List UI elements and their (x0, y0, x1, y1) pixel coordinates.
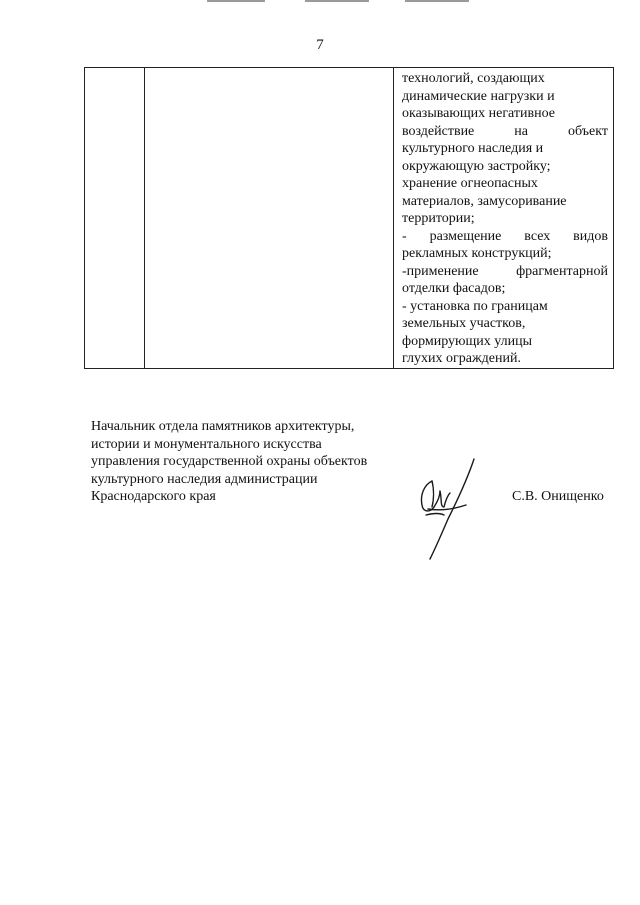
position-line: культурного наследия администрации (91, 471, 318, 487)
text-line: - размещение всех видов (402, 228, 608, 244)
scan-edge-mark (207, 0, 265, 2)
scan-edge-mark (305, 0, 369, 2)
text-line: материалов, замусоривание (402, 193, 567, 209)
position-line: управления государственной охраны объектов (91, 454, 368, 469)
text-line: культурного наследия и (402, 141, 544, 156)
text-line: динамические нагрузки и (402, 88, 555, 104)
text-line: хранение огнеопасных (402, 176, 538, 191)
table-cell-zone (145, 68, 394, 369)
restrictions-table (84, 67, 614, 369)
table-cell-requirements (394, 68, 614, 369)
scan-edge-mark (405, 0, 469, 2)
position-line: Краснодарского края (91, 489, 216, 504)
text-line: - установка по границам (402, 298, 548, 314)
text-line: глухих ограждений. (402, 351, 521, 366)
table-cell-number (85, 68, 145, 369)
table-row (85, 68, 614, 369)
position-line: Начальник отдела памятников архитектуры, (91, 419, 355, 434)
signer-position (91, 418, 367, 506)
text-line: технологий, создающих (402, 71, 545, 86)
text-line: формирующих улицы (402, 333, 533, 349)
text-line: окружающую застройку; (402, 158, 551, 174)
text-line: рекламных конструкций; (402, 246, 552, 261)
text-line: земельных участков, (402, 316, 526, 331)
requirements-text (394, 68, 613, 368)
handwritten-signature (410, 455, 490, 565)
signer-name: С.В. Онищенко (512, 489, 604, 504)
text-line: отделки фасадов; (402, 281, 506, 296)
text-line: -применение фрагментарной (402, 263, 608, 279)
position-line: истории и монументального искусства (91, 436, 322, 452)
text-line: оказывающих негативное (402, 106, 556, 121)
text-line: воздействие на объект (402, 123, 608, 139)
text-line: территории; (402, 211, 475, 226)
page-number: 7 (316, 37, 324, 53)
